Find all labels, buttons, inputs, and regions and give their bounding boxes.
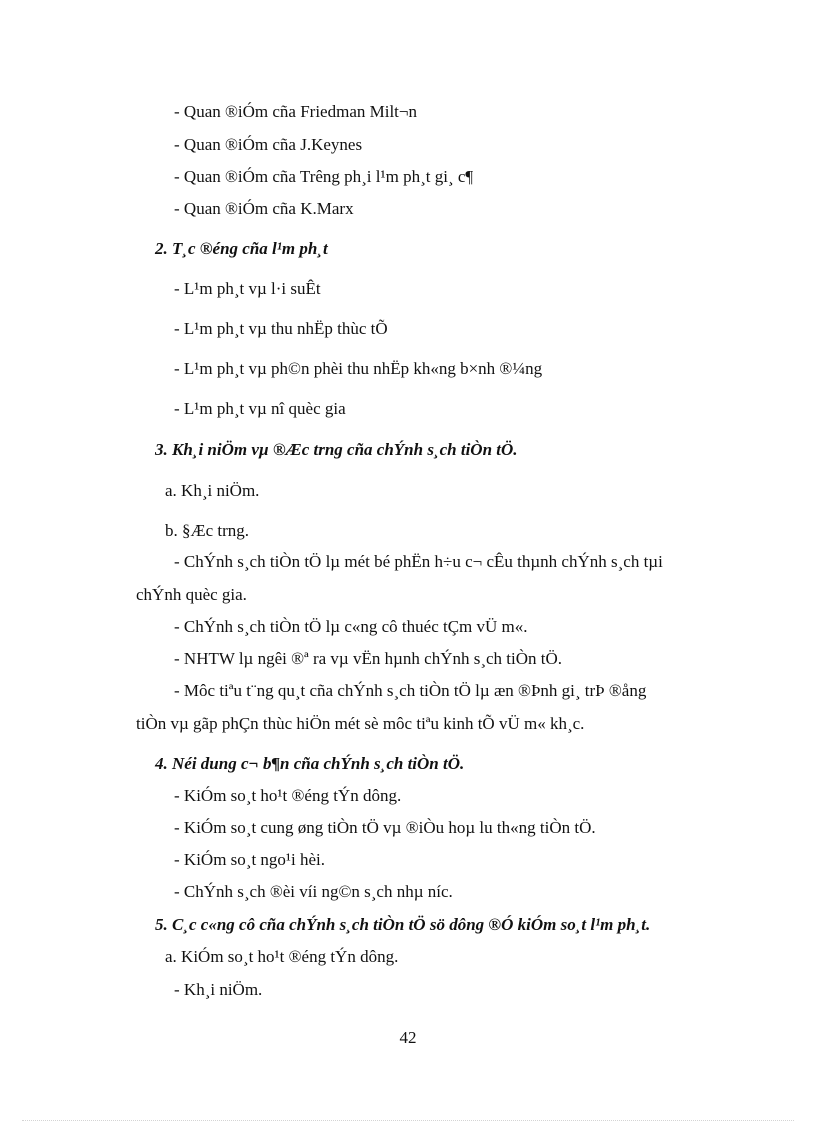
text-line: - ChÝnh s¸ch ®èi víi ng©n s¸ch nhµ níc. [174, 882, 453, 901]
section-heading: 3. Kh¸i niÖm vµ ®Æc trng cña chÝnh s¸ch tiÒn tÖ. [155, 440, 518, 459]
text-line: - L¹m ph¸t vµ nî quèc gia [174, 399, 346, 418]
text-line: - ChÝnh s¸ch tiÒn tÖ lµ c«ng cô thuéc tÇm vÜ m«. [174, 617, 528, 636]
page-divider [22, 1120, 794, 1121]
text-line: - L¹m ph¸t vµ ph©n phèi thu nhËp kh«ng b×nh ®¼ng [174, 359, 543, 378]
text-line: - L¹m ph¸t vµ thu nhËp thùc tÕ [174, 319, 388, 338]
text-line: - KiÓm so¸t ngo¹i hèi. [174, 850, 325, 869]
section-heading: 4. Néi dung c¬ b¶n cña chÝnh s¸ch tiÒn tÖ. [155, 754, 465, 773]
text-line: - Quan ®iÓm cña J.Keynes [174, 135, 363, 154]
page-number: 42 [399, 1028, 417, 1047]
text-line: - Môc tiªu t¨ng qu¸t cña chÝnh s¸ch tiÒn tÖ lµ æn ®Þnh gi¸ trÞ ®ång [174, 681, 647, 700]
text-line: - Quan ®iÓm cña Friedman Milt¬n [174, 102, 417, 121]
subheading: b. §Æc trng. [165, 521, 250, 540]
text-line: tiÒn vµ gãp phÇn thùc hiÖn mét sè môc tiªu kinh tÕ vÜ m« kh¸c. [136, 714, 585, 733]
text-line: - KiÓm so¸t ho¹t ®éng tÝn dông. [174, 786, 402, 805]
text-line: chÝnh quèc gia. [136, 585, 247, 604]
text-line: - Quan ®iÓm cña K.Marx [174, 199, 354, 218]
text-line: - ChÝnh s¸ch tiÒn tÖ lµ mét bé phËn h÷u c¬ cÊu thµnh chÝnh s¸ch tµi [174, 552, 663, 571]
text-line: - Kh¸i niÖm. [174, 980, 263, 999]
section-heading: 2. T¸c ®éng cña l¹m ph¸t [155, 239, 328, 258]
text-line: - NHTW lµ ngêi ®ª ra vµ vËn hµnh chÝnh s¸ch tiÒn tÖ. [174, 649, 563, 668]
section-heading: 5. C¸c c«ng cô cña chÝnh s¸ch tiÒn tÖ sö dông ®Ó kiÓm so¸t l¹m ph¸t. [155, 915, 651, 934]
subheading: a. Kh¸i niÖm. [165, 481, 260, 500]
text-line: - L¹m ph¸t vµ l·i suÊt [174, 279, 321, 298]
text-line: - Quan ®iÓm cña Trêng ph¸i l¹m ph¸t gi¸ c¶ [174, 167, 474, 186]
text-line: - KiÓm so¸t cung øng tiÒn tÖ vµ ®iÒu hoµ lu th«ng tiÒn tÖ. [174, 818, 596, 837]
subheading: a. KiÓm so¸t ho¹t ®éng tÝn dông. [165, 947, 399, 966]
